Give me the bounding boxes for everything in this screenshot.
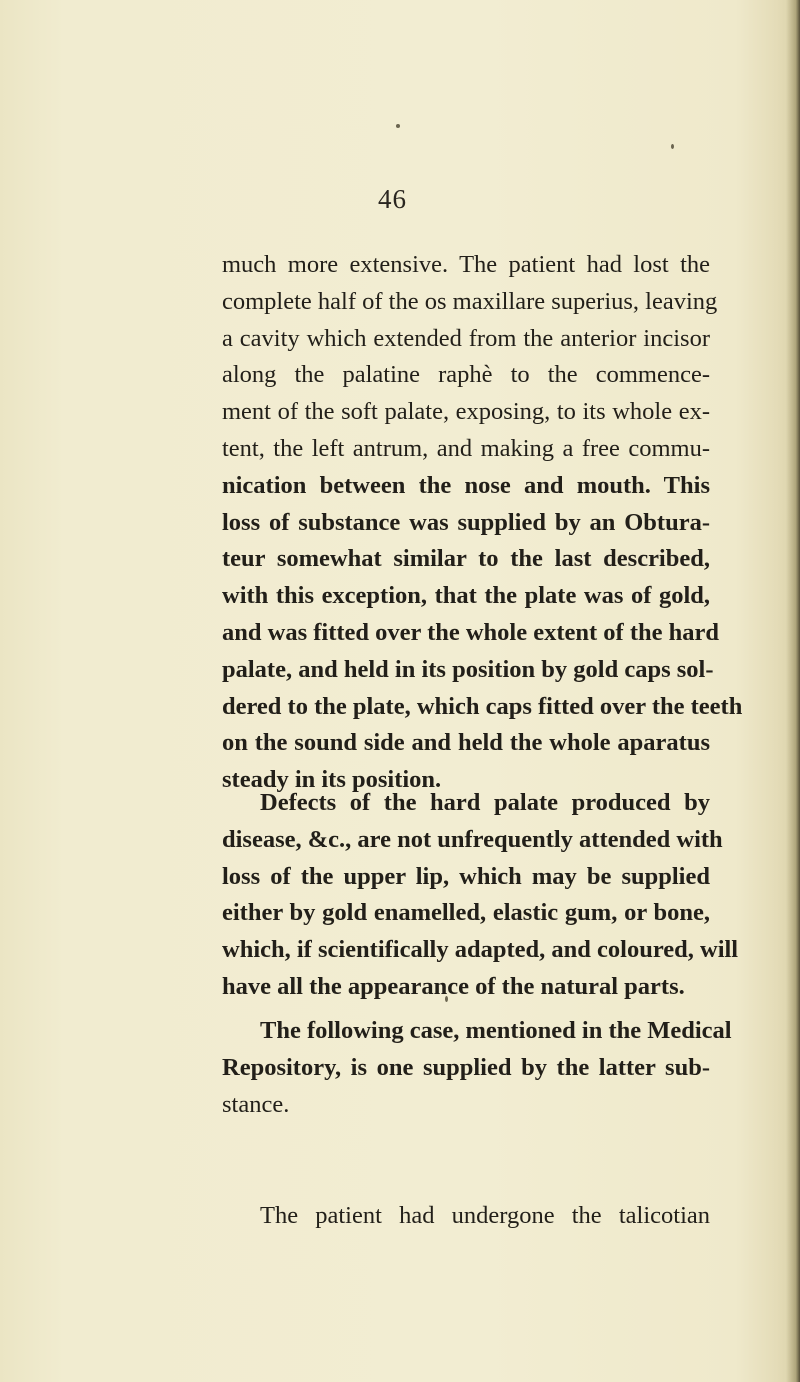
paragraph-4 (222, 1198, 710, 1235)
text-line: and was fitted over the whole extent of the hard (222, 618, 719, 646)
text-line: have all the appearance of the natural parts. (222, 972, 685, 1000)
text-line: Repository, is one supplied by the latter sub- (222, 1053, 710, 1081)
text-line: loss of substance was supplied by an Obtura- (222, 508, 710, 536)
text-line: along the palatine raphè to the commence- (222, 361, 710, 389)
paragraph-2 (222, 785, 739, 1006)
text-line: Defects of the hard palate produced by (260, 789, 710, 816)
text-line: on the sound side and held the whole aparatus (222, 729, 710, 757)
paragraph-3 (222, 1013, 732, 1123)
text-line: which, if scientifically adapted, and coloured, will (222, 936, 739, 964)
text-line: loss of the upper lip, which may be supplied (222, 862, 710, 890)
text-line: The following case, mentioned in the Medical (260, 1017, 732, 1044)
text-line: much more extensive. The patient had lost the (222, 251, 710, 278)
text-line: disease, &c., are not unfrequently attended with (222, 825, 723, 853)
text-line: with this exception, that the plate was of gold, (222, 582, 710, 610)
text-line: The patient had undergone the talicotian (260, 1202, 710, 1229)
text-line: stance. (222, 1090, 290, 1118)
text-line: complete half of the os maxillare superius, leaving (222, 287, 718, 315)
text-line: steady in its position. (222, 766, 442, 794)
text-line: palate, and held in its position by gold caps sol- (222, 655, 714, 683)
text-line: teur somewhat similar to the last described, (222, 545, 710, 573)
text-line: either by gold enamelled, elastic gum, or bone, (222, 899, 710, 927)
text-line: dered to the plate, which caps fitted over the teeth (222, 692, 743, 720)
ink-speck (396, 124, 400, 128)
text-line: nication between the nose and mouth. This (222, 471, 710, 499)
paragraph-1 (222, 247, 743, 799)
text-line: a cavity which extended from the anterior incisor (222, 324, 710, 352)
text-line: tent, the left antrum, and making a free commu- (222, 434, 710, 462)
page-number: 46 (378, 184, 407, 214)
text-line: ment of the soft palate, exposing, to its whole ex- (222, 398, 710, 426)
page-edge-shadow (786, 0, 800, 1382)
ink-speck (671, 144, 674, 149)
